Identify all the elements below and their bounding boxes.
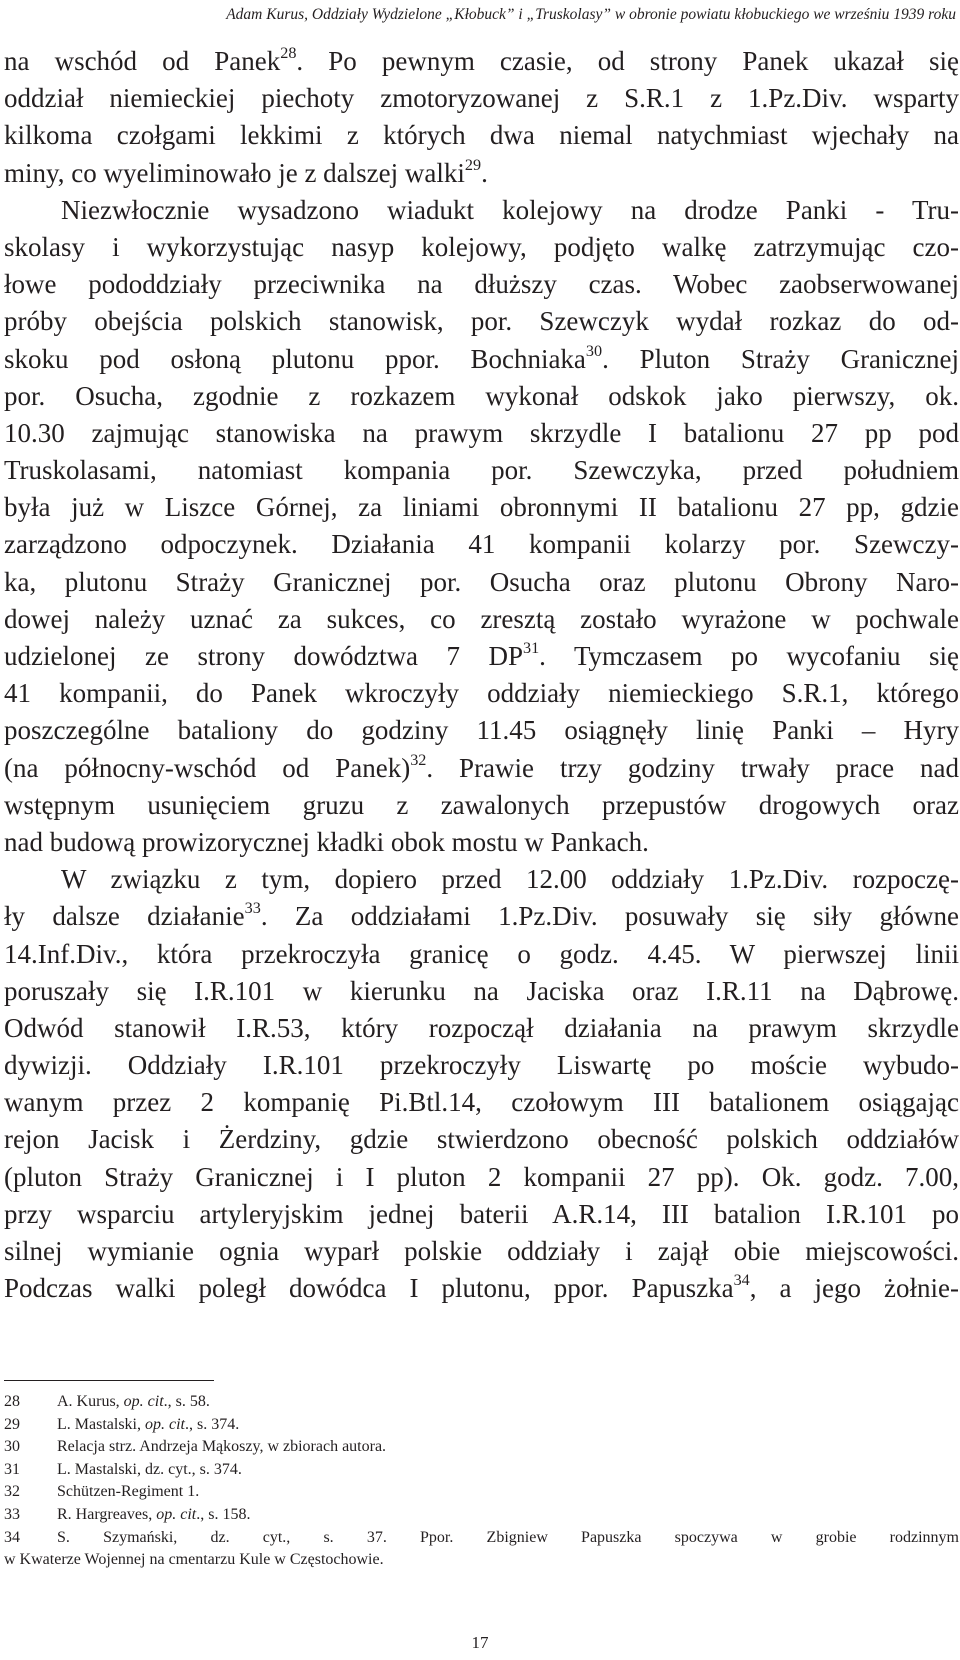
footnote-ref[interactable]: 30 — [585, 341, 603, 360]
text-line: na wschód od Panek$^{28}$. Po pewnym czasie, od strony Panek ukazał się — [4, 43, 960, 76]
footnote-34: 34 S. Szymański, dz. cyt., s. 37. Ppor. Zbigniew Papuszka spoczywa w grobie rodzinnym — [4, 1527, 959, 1550]
text-line: por. Osucha, zgodnie z rozkazem wykonał odskok jako pierwszy, ok. — [4, 380, 959, 411]
footnote-30: 30 Relacja strz. Andrzeja Mąkoszy, w zbiorach autora. — [4, 1436, 959, 1459]
text-line: rejon Jacisk i Żerdziny, gdzie stwierdzono obecność polskich oddziałów — [4, 1124, 959, 1155]
footnote-29: 29 L. Mastalski, op. cit., s. 374. — [4, 1414, 959, 1437]
text-line: przy wsparciu artyleryjskim jednej baterii A.R.14, III batalion I.R.101 po — [4, 1198, 959, 1229]
text-line: udzielonej ze strony dowództwa 7 DP$^{31}$. Tymczasem po wycofaniu się — [4, 638, 959, 671]
text-line: (pluton Straży Granicznej i I pluton 2 kompanii 27 pp). Ok. godz. 7.00, — [4, 1161, 959, 1192]
text-line: wanym przez 2 kompanię Pi.Btl.14, czołowym III batalionem osiągając — [4, 1087, 959, 1118]
text-line: kilkoma czołgami lekkimi z których dwa niemal natychmiast wjechały na — [4, 120, 959, 151]
footnote-number: 28 — [4, 1393, 20, 1410]
footnotes — [4, 1391, 959, 1572]
footnote-ref[interactable]: 34 — [733, 1271, 750, 1290]
text-line: dywizji. Oddziały I.R.101 przekroczyły Liswartę po moście wybudo- — [4, 1050, 959, 1081]
text-line: 14.Inf.Div., która przekroczyła granicę o godz. 4.45. W pierwszej linii — [4, 938, 959, 969]
text-line: łowe pododdziały przeciwnika na dłuższy czas. Wobec zaobserwowanej — [4, 269, 959, 300]
text-line: próby obejścia polskich stanowisk, por. Szewczyk wydał rozkaz do od- — [4, 306, 959, 337]
text-line: poszczególne bataliony do godziny 11.45 osiągnęły linię Panki – Hyry — [4, 715, 959, 746]
text-line: Truskolasami, natomiast kompania por. Szewczyka, przed południem — [4, 455, 959, 486]
footnote-ref[interactable]: 32 — [410, 750, 427, 769]
text-line: zarządzono odpoczynek. Działania 41 kompanii kolarzy por. Szewczy- — [4, 529, 959, 560]
footnote-number: 32 — [4, 1483, 20, 1501]
text-line: Odwód stanowił I.R.53, który rozpoczął działania na prawym skrzydle — [4, 1012, 959, 1043]
footnote-32: 32 Schützen-Regiment 1. — [4, 1481, 959, 1504]
footnote-33: 33 R. Hargreaves, op. cit., s. 158. — [4, 1504, 959, 1527]
footnote-34-continuation: w Kwaterze Wojennej na cmentarzu Kule w Częstochowie. — [4, 1551, 384, 1569]
text-line: miny, co wyeliminowało je z dalszej walki$^{29}$. — [4, 155, 488, 188]
footnote-ref[interactable]: 31 — [522, 638, 540, 657]
footnote-ref[interactable]: 33 — [244, 899, 261, 918]
text-line: oddział niemieckiej piechoty zmotoryzowanej z S.R.1 z 1.Pz.Div. wsparty — [4, 83, 959, 114]
text-line: Podczas walki poległ dowódca I plutonu, ppor. Papuszka$^{34}$, a jego żołnie- — [4, 1271, 960, 1304]
footnote-ref[interactable]: 29 — [464, 155, 482, 174]
text-line: skoku pod osłoną plutonu ppor. Bochniaka$^{30}$. Pluton Straży Granicznej — [4, 341, 959, 374]
running-header: Adam Kurus, Oddziały Wydzielone „Kłobuck” i „Truskolasy” w obronie powiatu kłobuckiego we wrześniu 1939 roku — [226, 6, 956, 23]
text-line: nad budową prowizorycznej kładki obok mostu w Pankach. — [4, 826, 649, 857]
footnote-number: 31 — [4, 1460, 20, 1478]
text-line: silnej wymianie ognia wyparł polskie oddziały i zajął obie miejscowości. — [4, 1236, 959, 1266]
text-line: (na północny-wschód od Panek)$^{32}$. Prawie trzy godziny trwały prace nad — [4, 750, 959, 783]
body-text — [4, 43, 959, 1307]
paragraph-start-line: W związku z tym, dopiero przed 12.00 oddziały 1.Pz.Div. rozpoczę- — [61, 864, 959, 895]
footnote-28: 28 A. Kurus, op. cit., s. 58. — [4, 1391, 959, 1414]
footnote-ref[interactable]: 28 — [280, 43, 297, 62]
footnote-number: 34 — [4, 1528, 20, 1546]
text-line: 41 kompanii, do Panek wkroczyły oddziały niemieckiego S.R.1, którego — [4, 678, 959, 709]
text-line: skolasy i wykorzystując nasyp kolejowy, podjęto walkę zatrzymując czo- — [4, 231, 959, 262]
footnote-number: 33 — [4, 1505, 20, 1523]
text-line: dowej należy uznać za sukces, co zresztą zostało wyrażone w pochwale — [4, 603, 959, 634]
text-line: ły dalsze działanie$^{33}$. Za oddziałami 1.Pz.Div. posuwały się siły główne — [4, 899, 959, 932]
text-line: wstępnym usunięciem gruzu z zawalonych przepustów drogowych oraz — [4, 789, 959, 820]
page-number: 17 — [471, 1633, 489, 1652]
text-line: była już w Liszce Górnej, za liniami obronnymi II batalionu 27 pp, gdzie — [4, 492, 959, 523]
footnote-number: 30 — [4, 1438, 20, 1456]
footnote-31: 31 L. Mastalski, dz. cyt., s. 374. — [4, 1459, 959, 1482]
footnote-number: 29 — [4, 1415, 20, 1433]
text-line: poruszały się I.R.101 w kierunku na Jaciska oraz I.R.11 na Dąbrowę. — [4, 975, 959, 1006]
paragraph-start-line: Niezwłocznie wysadzono wiadukt kolejowy na drodze Panki - Tru- — [61, 194, 959, 225]
text-line: ka, plutonu Straży Granicznej por. Osucha oraz plutonu Obrony Naro- — [4, 566, 959, 597]
footnote-separator — [4, 1380, 214, 1381]
text-line: 10.30 zajmując stanowiska na prawym skrzydle I batalionu 27 pp pod — [4, 417, 959, 448]
